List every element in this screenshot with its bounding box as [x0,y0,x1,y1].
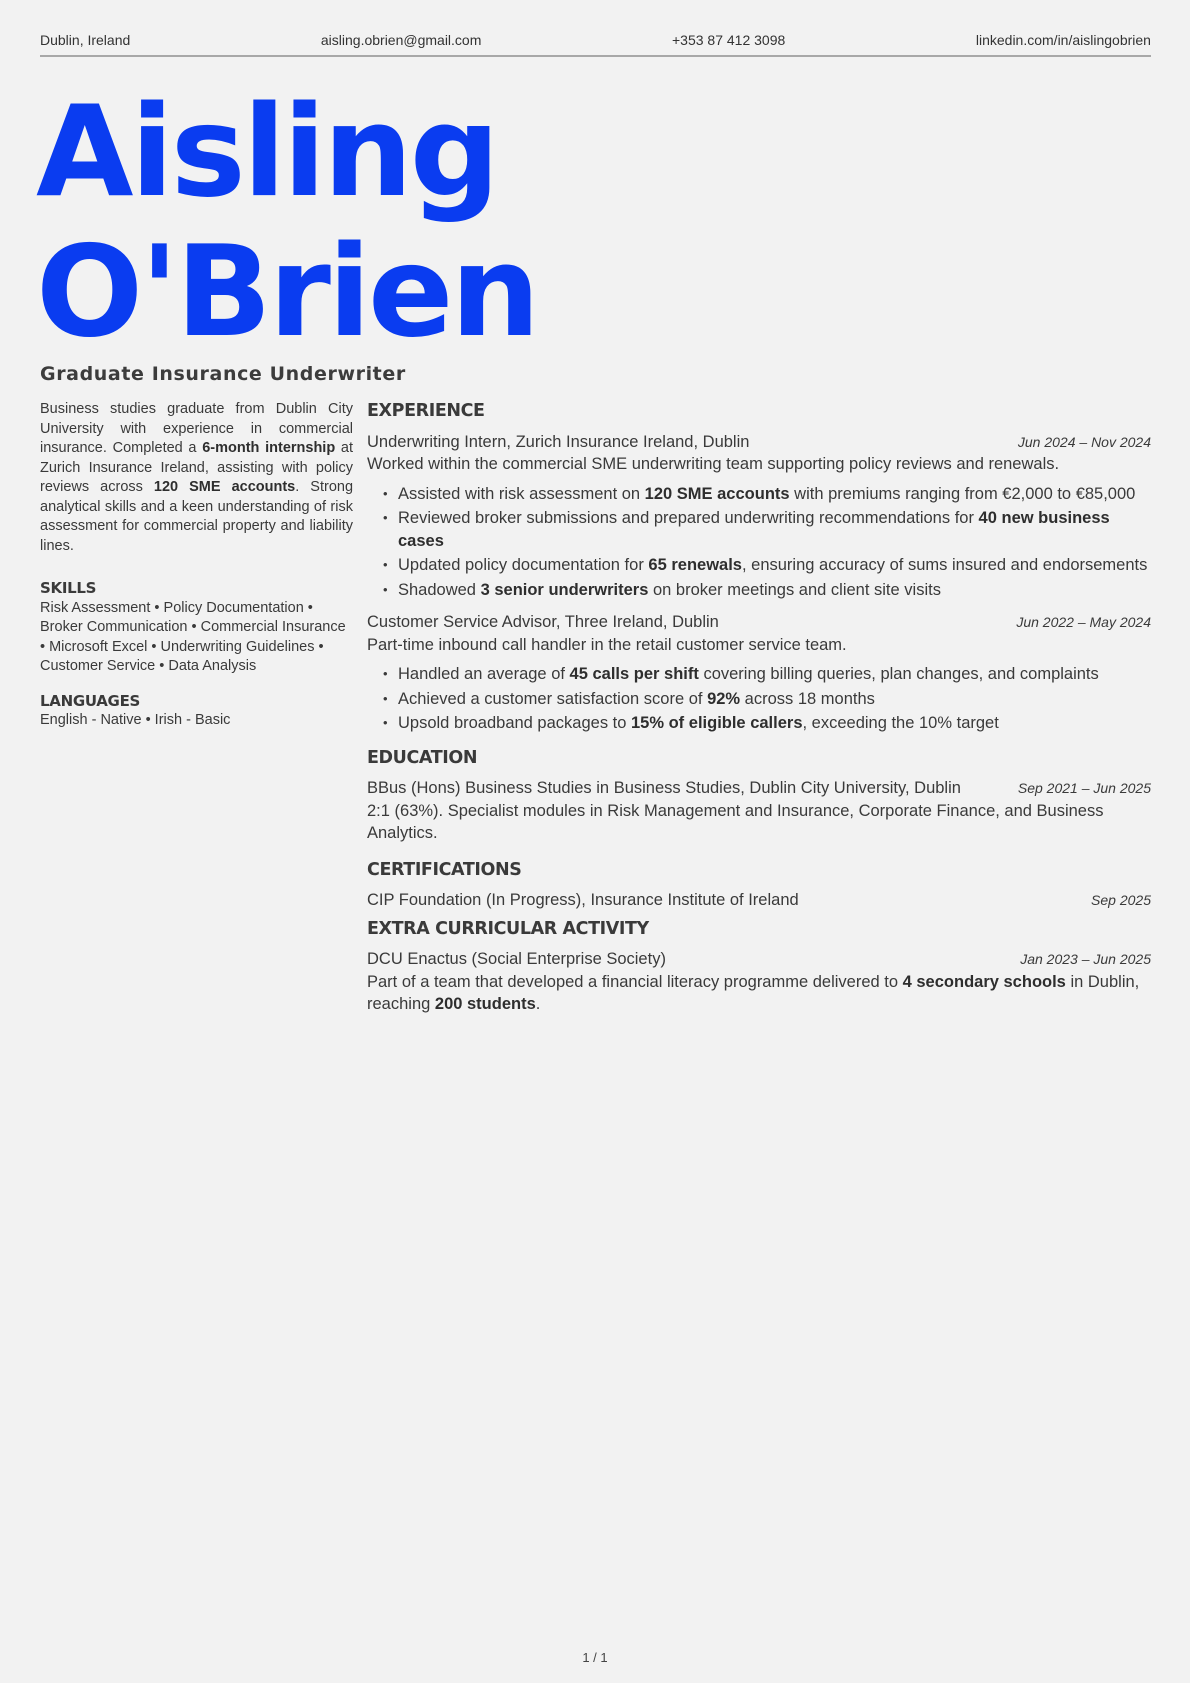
languages-list: English - Native • Irish - Basic [40,712,231,728]
contact-email[interactable]: aisling.obrien@gmail.com [320,32,482,48]
bullet-item: • Updated policy documentation for 65 renewals, ensuring accuracy of sums insured and endorsements [398,554,1151,577]
page-indicator: 1 / 1 [582,1650,608,1665]
candidate-name [36,78,538,365]
skills-heading: SKILLS [40,579,97,597]
bullet-item: • Handled an average of 45 calls per shift covering billing queries, plan changes, and complaints [398,663,1151,686]
education-heading: EDUCATION [367,747,478,768]
bullet-item: • Upsold broadband packages to 15% of eligible callers, exceeding the 10% target [398,712,1151,735]
certifications-section [367,859,1151,912]
certification-date: Sep 2025 [1091,892,1151,908]
certification-title: CIP Foundation (In Progress), Insurance Institute of Ireland [367,891,799,909]
certifications-heading: CERTIFICATIONS [367,859,522,880]
last-name: O'Brien [36,218,538,365]
skills-list: Risk Assessment • Policy Documentation • Broker Communication • Commercial Insurance • Microsoft Excel • Underwriting Guidelines • Customer Service • Data Analysis [40,599,346,674]
job-entry [367,431,1151,602]
degree-title: BBus (Hons) Business Studies in Business Studies, Dublin City University, Dublin [367,779,961,797]
extracurricular-section [367,918,1151,1016]
job-header [367,431,1151,454]
extracurricular-heading: EXTRA CURRICULAR ACTIVITY [367,918,649,939]
activity-description: Part of a team that developed a financial literacy programme delivered to 4 secondary schools in Dublin, reaching 200 students. [367,972,1140,1013]
job-description: Part-time inbound call handler in the retail customer service team. [367,635,847,654]
summary-text: at Zurich Insurance Ireland, assisting with policy reviews across [40,440,354,495]
education-section [367,747,1151,845]
education-dates: Sep 2021 – Jun 2025 [1017,780,1151,796]
languages-heading: LANGUAGES [40,691,141,710]
main-content [367,400,1151,1016]
job-bullets [367,663,1151,735]
summary-text: . Strong analytical skills and a keen understanding of risk assessment for commercial property and liability lines. [40,479,354,554]
bullet-item: • Shadowed 3 senior underwriters on broker meetings and client site visits [398,579,1151,602]
profile-summary [40,400,353,556]
activity-title: DCU Enactus (Social Enterprise Society) [367,950,666,968]
contact-linkedin[interactable]: linkedin.com/in/aislingobrien [975,32,1151,48]
job-title: Graduate Insurance Underwriter [40,363,406,385]
contact-location: Dublin, Ireland [40,32,131,48]
summary-highlight: 120 SME accounts [153,479,296,495]
contact-phone[interactable]: +353 87 412 3098 [671,32,786,48]
bullet-item: • Assisted with risk assessment on 120 SME accounts with premiums ranging from €2,000 to €85,000 [398,483,1151,506]
job-dates: Jun 2024 – Nov 2024 [1017,433,1151,450]
contact-bar [40,32,1151,57]
summary-highlight: 6-month internship [202,440,336,456]
job-entry [367,611,1151,735]
certification-entry [367,889,1151,912]
summary-text: Business studies graduate from Dublin City University with experience in commercial insurance. Completed a [40,401,353,456]
job-description: Worked within the commercial SME underwriting team supporting policy reviews and renewals. [367,455,1060,473]
job-header [367,611,1151,634]
bullet-item: • Reviewed broker submissions and prepared underwriting recommendations for 40 new business cases [398,507,1151,552]
activity-header [367,948,1151,971]
activity-dates: Jan 2023 – Jun 2025 [1020,951,1151,967]
sidebar [40,400,353,731]
job-dates: Jun 2022 – May 2024 [1016,614,1151,630]
job-title: Underwriting Intern, Zurich Insurance Ireland, Dublin [367,432,750,451]
education-description: 2:1 (63%). Specialist modules in Risk Management and Insurance, Corporate Finance, and Business Analytics. [367,801,1104,842]
experience-section [367,400,1151,735]
job-bullets [367,483,1151,602]
education-header [367,777,1151,800]
job-title: Customer Service Advisor, Three Ireland, Dublin [367,613,719,631]
experience-heading: EXPERIENCE [367,401,485,421]
first-name: Aisling [36,78,497,225]
bullet-item: • Achieved a customer satisfaction score of 92% across 18 months [398,688,1151,711]
